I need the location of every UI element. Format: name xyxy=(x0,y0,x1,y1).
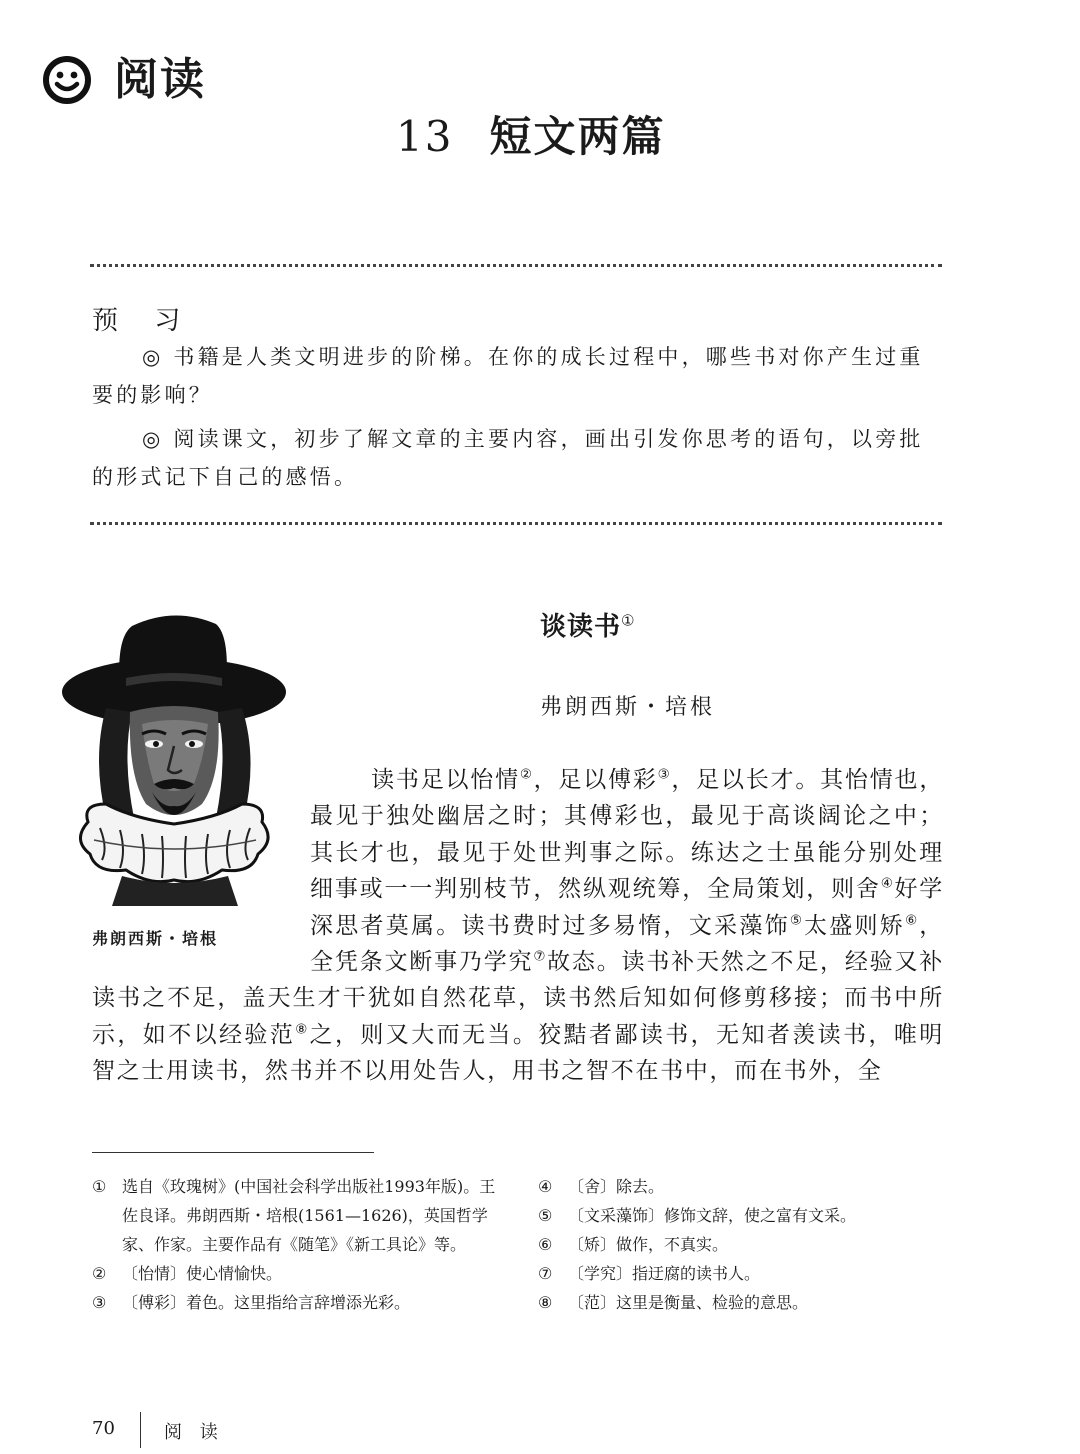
footnote-text: 〔文采藻饰〕修饰文辞，使之富有文采。 xyxy=(568,1206,857,1225)
article-author: 弗朗西斯・培根 xyxy=(540,695,716,720)
body-text-run: ，足以长才。其怡情也，最见于独处幽居之时；其傅彩也，最见于高谈阔论之中；其长才也，最见于处世判事之际。练达之士虽能分别处理细事或一一判别枝节，然纵观统筹，全局策划，则舍 xyxy=(310,767,945,903)
dotted-divider-bottom xyxy=(90,522,942,525)
footnote-text: 选自《玫瑰树》(中国社会科学出版社1993年版)。王佐良译。弗朗西斯・培根(1561—1626)，英国哲学家、作家。主要作品有《随笔》《新工具论》等。 xyxy=(122,1177,496,1254)
footnote-item xyxy=(538,1288,948,1317)
body-text-run: 太盛则矫 xyxy=(804,912,906,939)
footnote-text: 〔学究〕指迂腐的读书人。 xyxy=(568,1264,761,1283)
footnote-number: ⑤ xyxy=(538,1206,553,1225)
footnote-number: ③ xyxy=(92,1293,107,1312)
portrait-caption: 弗朗西斯・培根 xyxy=(92,929,219,948)
footnote-text: 〔傅彩〕着色。这里指给言辞增添光彩。 xyxy=(122,1293,411,1312)
body-text-run: 之，则又大而无当。狡黠者鄙读书，无知者羡读书，唯明智之士用读书，然书并不以用处告人，用书之智不在书中，而在书外，全 xyxy=(92,1021,944,1085)
footnote-marker: ⑤ xyxy=(789,912,805,928)
footnote-text: 〔矫〕做作，不真实。 xyxy=(568,1235,729,1254)
section-header xyxy=(42,52,206,108)
footnote-text: 〔舍〕除去。 xyxy=(568,1177,665,1196)
body-text-run: ，足以傅彩 xyxy=(533,767,658,793)
footnote-marker: ② xyxy=(519,767,534,783)
footnote-rule xyxy=(92,1152,374,1153)
footnote-marker: ⑧ xyxy=(295,1022,310,1038)
footnote-text: 〔怡情〕使心情愉快。 xyxy=(122,1264,283,1283)
preview-item-2: ◎ 阅读课文，初步了解文章的主要内容，画出引发你思考的语句，以旁批的形式记下自己的感悟。 xyxy=(92,427,924,489)
section-label: 阅读 xyxy=(114,54,206,105)
footnote-number: ① xyxy=(92,1177,107,1196)
footnote-marker: ⑦ xyxy=(533,949,548,965)
body-text-run: 故态。读书补天然之不足，经验又补读书之不足，盖天生才干犹如自然花草，读书然后知如何修剪移接；而书中所示，如不以经验范 xyxy=(92,949,944,1048)
footnote-item xyxy=(538,1230,948,1259)
running-head: 阅 读 xyxy=(164,1422,224,1443)
footnote-number: ② xyxy=(92,1264,107,1283)
footnote-number: ⑧ xyxy=(538,1293,553,1312)
article-title xyxy=(540,606,636,643)
footnote-text: 〔范〕这里是衡量、检验的意思。 xyxy=(568,1293,809,1312)
footnote-number: ④ xyxy=(538,1177,553,1196)
footnotes-right xyxy=(538,1172,948,1317)
footnote-number: ⑥ xyxy=(538,1235,553,1254)
footnote-item xyxy=(92,1288,502,1317)
page-number: 70 xyxy=(92,1418,115,1439)
lesson-title-text: 短文两篇 xyxy=(489,112,666,161)
footnote-item xyxy=(538,1259,948,1288)
lesson-title xyxy=(396,104,665,164)
footnote-marker: ⑥ xyxy=(905,912,920,928)
preview-heading: 预 习 xyxy=(92,306,195,336)
body-text-run: 好学深思者莫属。读书费时过多易惰，文采藻饰 xyxy=(310,876,944,939)
footnote-number: ⑦ xyxy=(538,1264,553,1283)
footnote-marker: ③ xyxy=(657,767,672,783)
footnote-marker: ④ xyxy=(880,876,895,892)
body-text-run: ，全凭条文断事乃学究 xyxy=(310,912,944,976)
body-text-run: 读书足以怡情 xyxy=(371,767,520,793)
smiley-icon xyxy=(42,55,92,105)
article-body xyxy=(92,762,944,1090)
lesson-number: 13 xyxy=(396,112,454,161)
footnote-item xyxy=(92,1172,502,1259)
footnotes-left xyxy=(92,1172,502,1317)
footnote-item xyxy=(92,1259,502,1288)
footnote-item xyxy=(538,1201,948,1230)
title-footnote-marker: ① xyxy=(621,611,636,630)
footnote-item xyxy=(538,1172,948,1201)
footer-separator xyxy=(140,1412,141,1448)
preview-item-1: ◎ 书籍是人类文明进步的阶梯。在你的成长过程中，哪些书对你产生过重要的影响？ xyxy=(92,345,924,407)
dotted-divider-top xyxy=(90,264,942,267)
portrait-wrap-spacer xyxy=(92,762,310,980)
article-title-text: 谈读书 xyxy=(540,612,622,642)
